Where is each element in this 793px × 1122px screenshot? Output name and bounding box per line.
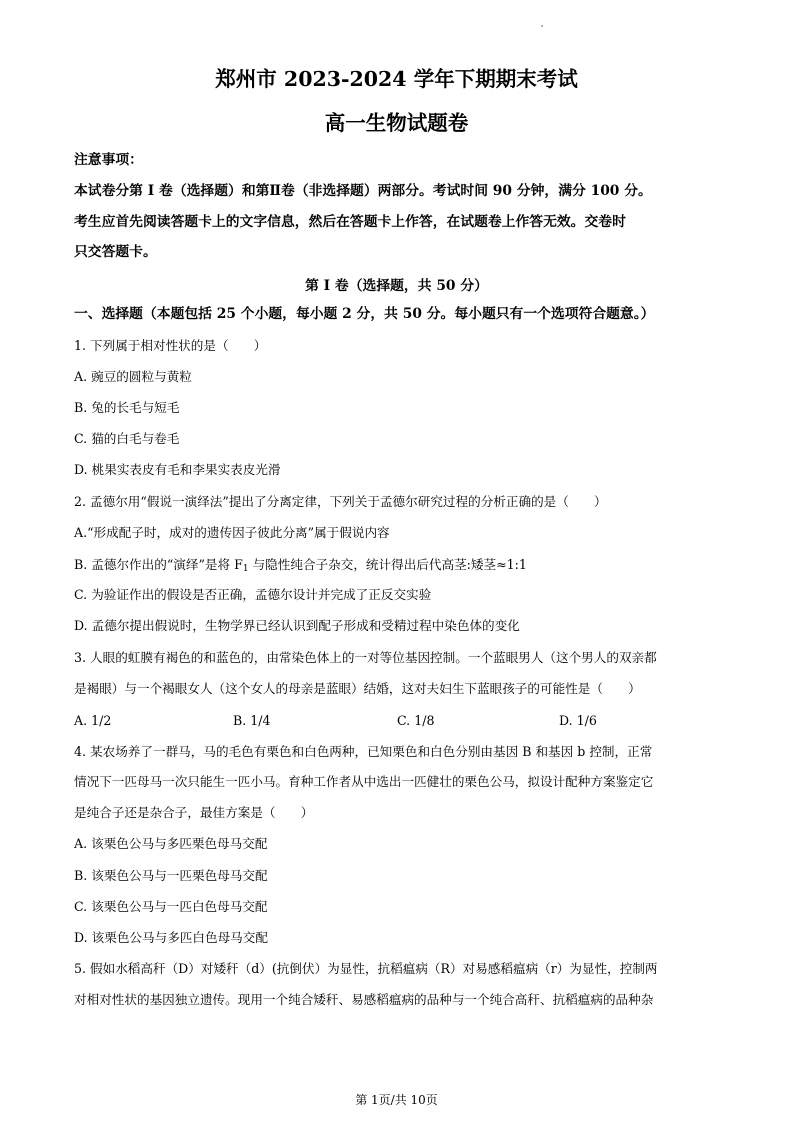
question-stem: 2. 孟德尔用“假说一演绎法”提出了分离定律，下列关于孟德尔研究过程的分析正确的是（ ） — [74, 494, 607, 509]
question-stem: 是纯合子还是杂合子，最佳方案是（ ） — [74, 805, 314, 820]
option-b: B. 兔的长毛与短毛 — [74, 400, 180, 415]
notice-line: 考生应首先阅读答题卡上的文字信息，然后在答题卡上作答，在试题卷上作答无效。交卷时 — [74, 214, 626, 230]
part-title: 第 I 卷（选择题，共 50 分） — [305, 278, 488, 294]
option-c: C. 猫的白毛与卷毛 — [74, 431, 180, 446]
question-stem: 1. 下列属于相对性状的是（ ） — [74, 338, 267, 353]
notice-line: 本试卷分第 I 卷（选择题）和第Ⅱ卷（非选择题）两部分。考试时间 90 分钟，满分 100 分。 — [74, 183, 652, 199]
option-b-text: B. 孟德尔作出的“演绎”是将 F — [74, 557, 243, 572]
option-c: C. 该栗色公马与一匹白色母马交配 — [74, 899, 268, 914]
exam-subtitle: 高一生物试题卷 — [324, 111, 469, 135]
option-b: B. 1/4 — [233, 713, 271, 728]
option-a: A.“形成配子时，成对的遗传因子彼此分离”属于假说内容 — [74, 525, 390, 540]
section-heading: 一、选择题（本题包括 25 个小题，每小题 2 分，共 50 分。每小题只有一个选项符合题意。） — [74, 306, 655, 322]
question-stem: 是褐眼）与一个褐眼女人（这个女人的母亲是蓝眼）结婚，这对夫妇生下蓝眼孩子的可能性是（ ） — [74, 681, 641, 696]
question-stem: 情况下一匹母马一次只能生一匹小马。育种工作者从中选出一匹健壮的栗色公马，拟设计配种方案鉴定它 — [74, 774, 654, 789]
option-a: A. 1/2 — [74, 713, 112, 728]
exam-title: 郑州市 2023-2024 学年下期期末考试 — [215, 67, 578, 91]
option-d: D. 孟德尔提出假说时，生物学界已经认识到配子形成和受精过程中染色体的变化 — [74, 618, 520, 633]
question-stem: 4. 某农场养了一群马，马的毛色有栗色和白色两种，已知栗色和白色分别由基因 B 和基因 b 控制，正常 — [74, 744, 653, 759]
option-a: A. 该栗色公马与多匹栗色母马交配 — [74, 836, 268, 851]
notice-heading: 注意事项： — [74, 152, 143, 168]
option-d: D. 1/6 — [559, 713, 597, 728]
option-b-text: 与隐性纯合子杂交，统计得出后代高茎:矮茎≈1:1 — [248, 557, 527, 572]
option-c: C. 为验证作出的假设是否正确，孟德尔设计并完成了正反交实验 — [74, 587, 432, 602]
option-d: D. 桃果实表皮有毛和李果实表皮光滑 — [74, 462, 281, 477]
question-stem: 3. 人眼的虹膜有褐色的和蓝色的，由常染色体上的一对等位基因控制。一个蓝眼男人（这个男人的双亲都 — [74, 650, 657, 665]
option-b — [74, 556, 527, 578]
option-b: B. 该栗色公马与一匹栗色母马交配 — [74, 868, 268, 883]
question-stem: 对相对性状的基因独立遗传。现用一个纯合矮秆、易感稻瘟病的品种与一个纯合高秆、抗稻瘟病的品种杂 — [74, 992, 654, 1007]
subscript: 1 — [242, 564, 249, 574]
option-d: D. 该栗色公马与多匹白色母马交配 — [74, 930, 268, 945]
scan-dot — [541, 25, 543, 27]
notice-line: 只交答题卡。 — [74, 244, 157, 260]
option-a: A. 豌豆的圆粒与黄粒 — [74, 369, 192, 384]
page-number: 第 1页/共 10页 — [355, 1093, 438, 1107]
question-stem: 5. 假如水稻高秆（D）对矮秆（d）(抗倒伏）为显性，抗稻瘟病（R）对易感稻瘟病（r）为显性，控制两 — [74, 961, 658, 976]
option-c: C. 1/8 — [397, 713, 435, 728]
